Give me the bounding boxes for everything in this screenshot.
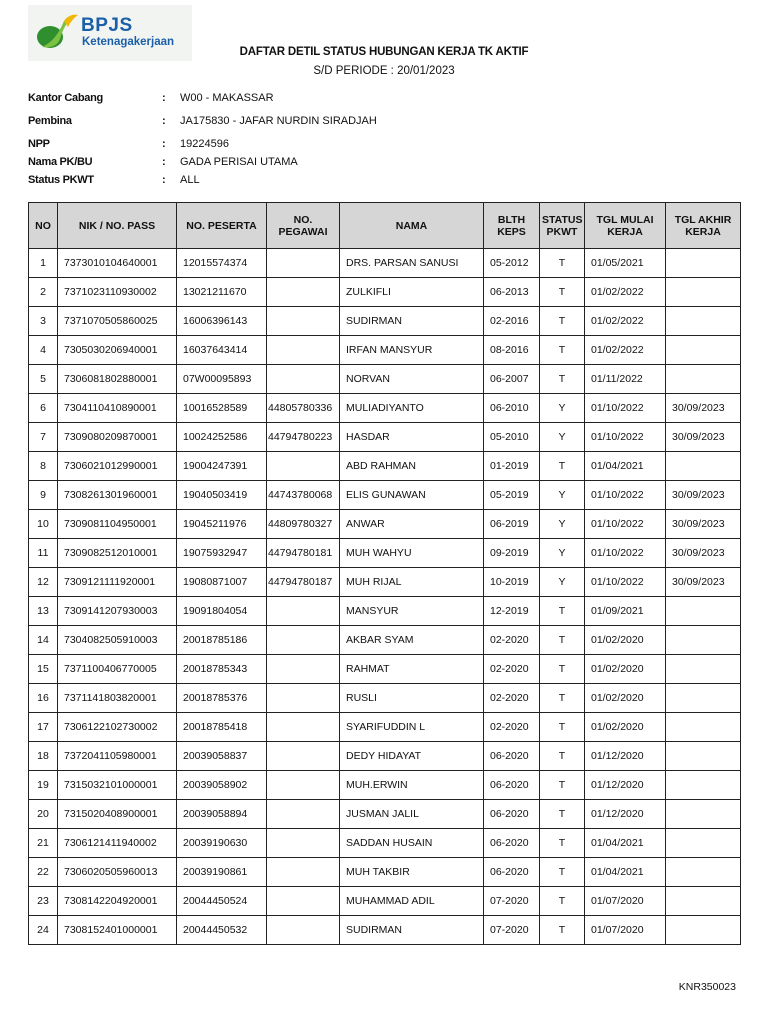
cell-nama: RAHMAT	[340, 655, 484, 684]
table-row	[29, 742, 741, 771]
cell-status-pkwt: T	[540, 858, 585, 887]
cell-nama: NORVAN	[340, 365, 484, 394]
cell-no-pegawai: 44794780223	[267, 423, 340, 452]
cell-no-pegawai	[267, 336, 340, 365]
table-row	[29, 452, 741, 481]
cell-tgl-akhir: 30/09/2023	[666, 539, 741, 568]
cell-status-pkwt: Y	[540, 481, 585, 510]
cell-status-pkwt: T	[540, 307, 585, 336]
table-header-row	[29, 203, 741, 249]
cell-no-pegawai	[267, 916, 340, 945]
table-row	[29, 916, 741, 945]
table-row	[29, 365, 741, 394]
cell-status-pkwt: T	[540, 800, 585, 829]
cell-blth-keps: 07-2020	[484, 916, 540, 945]
cell-no-pegawai	[267, 597, 340, 626]
cell-tgl-mulai: 01/02/2020	[585, 626, 666, 655]
cell-tgl-mulai: 01/12/2020	[585, 771, 666, 800]
cell-no-pegawai	[267, 887, 340, 916]
cell-no-peserta: 20044450524	[177, 887, 267, 916]
table-row	[29, 481, 741, 510]
cell-tgl-akhir: 30/09/2023	[666, 510, 741, 539]
cell-nama: HASDAR	[340, 423, 484, 452]
cell-status-pkwt: Y	[540, 510, 585, 539]
cell-no-pegawai	[267, 829, 340, 858]
cell-no-pegawai: 44809780327	[267, 510, 340, 539]
cell-status-pkwt: T	[540, 626, 585, 655]
cell-no: 13	[29, 597, 58, 626]
cell-blth-keps: 06-2010	[484, 394, 540, 423]
cell-no: 3	[29, 307, 58, 336]
cell-nik: 7306081802880001	[58, 365, 177, 394]
cell-no-pegawai: 44805780336	[267, 394, 340, 423]
cell-no-peserta: 07W00095893	[177, 365, 267, 394]
cell-no: 10	[29, 510, 58, 539]
cell-tgl-akhir	[666, 800, 741, 829]
cell-tgl-akhir: 30/09/2023	[666, 481, 741, 510]
cell-nik: 7371070505860025	[58, 307, 177, 336]
cell-no: 24	[29, 916, 58, 945]
cell-tgl-akhir	[666, 597, 741, 626]
cell-nama: DEDY HIDAYAT	[340, 742, 484, 771]
cell-no-peserta: 20018785186	[177, 626, 267, 655]
logo-sub-text: Ketenagakerjaan	[82, 36, 175, 48]
cell-nama: MUH.ERWIN	[340, 771, 484, 800]
info-colon: :	[162, 115, 166, 127]
table-row	[29, 539, 741, 568]
header-no-peserta: NO. PESERTA	[177, 203, 267, 249]
cell-tgl-mulai: 01/04/2021	[585, 858, 666, 887]
cell-tgl-akhir	[666, 829, 741, 858]
cell-nik: 7315020408900001	[58, 800, 177, 829]
cell-tgl-akhir	[666, 365, 741, 394]
cell-status-pkwt: T	[540, 365, 585, 394]
header-nik: NIK / NO. PASS	[58, 203, 177, 249]
cell-nama: SUDIRMAN	[340, 307, 484, 336]
document-code: KNR350023	[678, 981, 736, 993]
cell-nama: MUH TAKBIR	[340, 858, 484, 887]
cell-status-pkwt: T	[540, 452, 585, 481]
cell-tgl-akhir	[666, 249, 741, 278]
header-no: NO	[29, 203, 58, 249]
cell-no-peserta: 20039190861	[177, 858, 267, 887]
cell-no-pegawai	[267, 858, 340, 887]
cell-nama: AKBAR SYAM	[340, 626, 484, 655]
table-row	[29, 568, 741, 597]
cell-no: 5	[29, 365, 58, 394]
cell-no-pegawai	[267, 278, 340, 307]
cell-nama: ANWAR	[340, 510, 484, 539]
header-nama: NAMA	[340, 203, 484, 249]
cell-no: 14	[29, 626, 58, 655]
table-row	[29, 597, 741, 626]
cell-no-peserta: 20039058902	[177, 771, 267, 800]
cell-no-peserta: 13021211670	[177, 278, 267, 307]
table-row	[29, 655, 741, 684]
cell-nama: JUSMAN JALIL	[340, 800, 484, 829]
cell-tgl-akhir	[666, 887, 741, 916]
cell-blth-keps: 05-2012	[484, 249, 540, 278]
cell-blth-keps: 12-2019	[484, 597, 540, 626]
cell-blth-keps: 07-2020	[484, 887, 540, 916]
cell-tgl-akhir	[666, 336, 741, 365]
cell-nik: 7315032101000001	[58, 771, 177, 800]
cell-tgl-mulai: 01/09/2021	[585, 597, 666, 626]
cell-tgl-mulai: 01/02/2020	[585, 684, 666, 713]
cell-no: 17	[29, 713, 58, 742]
cell-status-pkwt: T	[540, 278, 585, 307]
cell-blth-keps: 01-2019	[484, 452, 540, 481]
cell-nama: ABD RAHMAN	[340, 452, 484, 481]
table-row	[29, 278, 741, 307]
cell-no: 8	[29, 452, 58, 481]
cell-nik: 7304082505910003	[58, 626, 177, 655]
cell-tgl-mulai: 01/11/2022	[585, 365, 666, 394]
cell-tgl-akhir: 30/09/2023	[666, 423, 741, 452]
cell-no: 12	[29, 568, 58, 597]
cell-nik: 7309082512010001	[58, 539, 177, 568]
cell-nik: 7306020505960013	[58, 858, 177, 887]
cell-status-pkwt: T	[540, 713, 585, 742]
table-row	[29, 887, 741, 916]
cell-status-pkwt: T	[540, 597, 585, 626]
cell-no-peserta: 16037643414	[177, 336, 267, 365]
cell-tgl-mulai: 01/02/2022	[585, 336, 666, 365]
cell-nik: 7373010104640001	[58, 249, 177, 278]
cell-nama: ELIS GUNAWAN	[340, 481, 484, 510]
table-row	[29, 336, 741, 365]
cell-blth-keps: 09-2019	[484, 539, 540, 568]
cell-tgl-akhir	[666, 452, 741, 481]
cell-tgl-mulai: 01/10/2022	[585, 394, 666, 423]
cell-no-pegawai: 44794780181	[267, 539, 340, 568]
cell-nik: 7371100406770005	[58, 655, 177, 684]
cell-no-peserta: 19004247391	[177, 452, 267, 481]
cell-nama: MANSYUR	[340, 597, 484, 626]
cell-no-pegawai	[267, 452, 340, 481]
cell-status-pkwt: T	[540, 887, 585, 916]
header-tgl-mulai: TGL MULAI KERJA	[585, 203, 666, 249]
cell-nama: DRS. PARSAN SANUSI	[340, 249, 484, 278]
cell-blth-keps: 06-2020	[484, 800, 540, 829]
cell-no-peserta: 19091804054	[177, 597, 267, 626]
cell-blth-keps: 06-2013	[484, 278, 540, 307]
cell-tgl-akhir: 30/09/2023	[666, 568, 741, 597]
cell-tgl-akhir	[666, 684, 741, 713]
cell-nama: MUHAMMAD ADIL	[340, 887, 484, 916]
cell-tgl-mulai: 01/10/2022	[585, 510, 666, 539]
table-header	[29, 203, 741, 249]
table-row	[29, 858, 741, 887]
cell-no: 21	[29, 829, 58, 858]
cell-no: 19	[29, 771, 58, 800]
cell-nik: 7308152401000001	[58, 916, 177, 945]
cell-no-peserta: 16006396143	[177, 307, 267, 336]
info-value: JA175830 - JAFAR NURDIN SIRADJAH	[180, 115, 377, 127]
info-label: Status PKWT	[28, 174, 94, 186]
cell-no-pegawai	[267, 713, 340, 742]
cell-no-peserta: 19075932947	[177, 539, 267, 568]
cell-nik: 7371141803820001	[58, 684, 177, 713]
cell-no-pegawai	[267, 655, 340, 684]
cell-blth-keps: 02-2016	[484, 307, 540, 336]
cell-no: 7	[29, 423, 58, 452]
table-row	[29, 626, 741, 655]
cell-no-pegawai	[267, 626, 340, 655]
cell-nik: 7309141207930003	[58, 597, 177, 626]
info-colon: :	[162, 92, 166, 104]
cell-tgl-mulai: 01/02/2020	[585, 655, 666, 684]
cell-nik: 7372041105980001	[58, 742, 177, 771]
table-row	[29, 829, 741, 858]
logo-brand-text: BPJS	[81, 15, 133, 36]
info-value: GADA PERISAI UTAMA	[180, 156, 298, 168]
cell-nik: 7309081104950001	[58, 510, 177, 539]
cell-status-pkwt: T	[540, 742, 585, 771]
cell-no-pegawai	[267, 800, 340, 829]
cell-nik: 7305030206940001	[58, 336, 177, 365]
document-period: S/D PERIODE : 20/01/2023	[313, 65, 455, 77]
cell-blth-keps: 06-2020	[484, 858, 540, 887]
info-value: ALL	[180, 174, 200, 186]
info-colon: :	[162, 156, 166, 168]
cell-tgl-mulai: 01/04/2021	[585, 452, 666, 481]
cell-no: 4	[29, 336, 58, 365]
cell-tgl-mulai: 01/12/2020	[585, 800, 666, 829]
cell-no-pegawai: 44794780187	[267, 568, 340, 597]
cell-blth-keps: 02-2020	[484, 655, 540, 684]
cell-no-peserta: 10024252586	[177, 423, 267, 452]
table-row	[29, 510, 741, 539]
document-title: DAFTAR DETIL STATUS HUBUNGAN KERJA TK AKTIF	[239, 46, 529, 58]
cell-blth-keps: 08-2016	[484, 336, 540, 365]
cell-nik: 7304110410890001	[58, 394, 177, 423]
cell-nama: RUSLI	[340, 684, 484, 713]
cell-nama: MULIADIYANTO	[340, 394, 484, 423]
cell-tgl-akhir	[666, 858, 741, 887]
table-body	[29, 249, 741, 945]
table-row	[29, 249, 741, 278]
cell-tgl-mulai: 01/10/2022	[585, 539, 666, 568]
cell-no-peserta: 20044450532	[177, 916, 267, 945]
cell-blth-keps: 02-2020	[484, 713, 540, 742]
cell-tgl-akhir	[666, 278, 741, 307]
cell-nik: 7306021012990001	[58, 452, 177, 481]
cell-no-peserta: 20018785376	[177, 684, 267, 713]
cell-nik: 7309080209870001	[58, 423, 177, 452]
cell-no: 16	[29, 684, 58, 713]
info-colon: :	[162, 174, 166, 186]
cell-status-pkwt: T	[540, 655, 585, 684]
cell-status-pkwt: Y	[540, 539, 585, 568]
cell-nik: 7371023110930002	[58, 278, 177, 307]
cell-blth-keps: 02-2020	[484, 684, 540, 713]
cell-nama: MUH RIJAL	[340, 568, 484, 597]
cell-nama: SADDAN HUSAIN	[340, 829, 484, 858]
info-label: Kantor Cabang	[28, 92, 103, 104]
cell-status-pkwt: T	[540, 336, 585, 365]
cell-tgl-mulai: 01/02/2022	[585, 278, 666, 307]
cell-tgl-akhir	[666, 916, 741, 945]
cell-no-pegawai: 44743780068	[267, 481, 340, 510]
cell-blth-keps: 05-2010	[484, 423, 540, 452]
cell-no: 15	[29, 655, 58, 684]
cell-no: 20	[29, 800, 58, 829]
cell-no-pegawai	[267, 249, 340, 278]
cell-status-pkwt: T	[540, 249, 585, 278]
cell-status-pkwt: T	[540, 829, 585, 858]
cell-no-pegawai	[267, 365, 340, 394]
cell-tgl-mulai: 01/07/2020	[585, 916, 666, 945]
cell-tgl-akhir	[666, 771, 741, 800]
cell-status-pkwt: Y	[540, 394, 585, 423]
cell-status-pkwt: T	[540, 771, 585, 800]
header-tgl-akhir: TGL AKHIR KERJA	[666, 203, 741, 249]
cell-nik: 7306121411940002	[58, 829, 177, 858]
cell-blth-keps: 06-2007	[484, 365, 540, 394]
info-colon: :	[162, 138, 166, 150]
header-blth-keps: BLTH KEPS	[484, 203, 540, 249]
cell-tgl-akhir	[666, 655, 741, 684]
cell-no: 6	[29, 394, 58, 423]
cell-status-pkwt: T	[540, 684, 585, 713]
table-row	[29, 423, 741, 452]
cell-tgl-akhir	[666, 742, 741, 771]
cell-no-peserta: 19045211976	[177, 510, 267, 539]
info-label: Pembina	[28, 115, 72, 127]
cell-no: 2	[29, 278, 58, 307]
header-status-pkwt: STATUS PKWT	[540, 203, 585, 249]
cell-nik: 7306122102730002	[58, 713, 177, 742]
cell-tgl-mulai: 01/10/2022	[585, 568, 666, 597]
table-row	[29, 771, 741, 800]
cell-blth-keps: 05-2019	[484, 481, 540, 510]
cell-no-peserta: 20018785343	[177, 655, 267, 684]
cell-tgl-akhir	[666, 307, 741, 336]
cell-tgl-mulai: 01/02/2020	[585, 713, 666, 742]
header-no-pegawai: NO. PEGAWAI	[267, 203, 340, 249]
cell-no-peserta: 20039190630	[177, 829, 267, 858]
cell-status-pkwt: T	[540, 916, 585, 945]
cell-no: 1	[29, 249, 58, 278]
cell-status-pkwt: Y	[540, 423, 585, 452]
cell-nama: ZULKIFLI	[340, 278, 484, 307]
cell-no-peserta: 20018785418	[177, 713, 267, 742]
cell-no-peserta: 19040503419	[177, 481, 267, 510]
cell-no-peserta: 19080871007	[177, 568, 267, 597]
cell-status-pkwt: Y	[540, 568, 585, 597]
table-row	[29, 713, 741, 742]
table-row	[29, 307, 741, 336]
cell-blth-keps: 06-2020	[484, 771, 540, 800]
cell-nama: SYARIFUDDIN L	[340, 713, 484, 742]
info-label: NPP	[28, 138, 50, 150]
cell-no: 23	[29, 887, 58, 916]
cell-no-peserta: 12015574374	[177, 249, 267, 278]
cell-no-peserta: 20039058894	[177, 800, 267, 829]
cell-nama: MUH WAHYU	[340, 539, 484, 568]
cell-no-peserta: 20039058837	[177, 742, 267, 771]
info-value: 19224596	[180, 138, 229, 150]
cell-nama: IRFAN MANSYUR	[340, 336, 484, 365]
cell-no-pegawai	[267, 684, 340, 713]
cell-no-pegawai	[267, 771, 340, 800]
table-row	[29, 800, 741, 829]
cell-tgl-akhir: 30/09/2023	[666, 394, 741, 423]
info-label: Nama PK/BU	[28, 156, 93, 168]
cell-blth-keps: 02-2020	[484, 626, 540, 655]
info-value: W00 - MAKASSAR	[180, 92, 274, 104]
cell-no: 22	[29, 858, 58, 887]
cell-tgl-mulai: 01/10/2022	[585, 423, 666, 452]
cell-tgl-akhir	[666, 713, 741, 742]
cell-tgl-akhir	[666, 626, 741, 655]
cell-no: 9	[29, 481, 58, 510]
table-row	[29, 684, 741, 713]
table-row	[29, 394, 741, 423]
cell-no-pegawai	[267, 742, 340, 771]
cell-tgl-mulai: 01/02/2022	[585, 307, 666, 336]
cell-no-peserta: 10016528589	[177, 394, 267, 423]
cell-no-pegawai	[267, 307, 340, 336]
cell-no: 11	[29, 539, 58, 568]
cell-nik: 7309121111920001	[58, 568, 177, 597]
employee-status-table	[28, 202, 741, 945]
cell-blth-keps: 06-2020	[484, 829, 540, 858]
cell-no: 18	[29, 742, 58, 771]
cell-tgl-mulai: 01/05/2021	[585, 249, 666, 278]
cell-nik: 7308261301960001	[58, 481, 177, 510]
cell-tgl-mulai: 01/07/2020	[585, 887, 666, 916]
cell-tgl-mulai: 01/12/2020	[585, 742, 666, 771]
cell-nama: SUDIRMAN	[340, 916, 484, 945]
cell-tgl-mulai: 01/04/2021	[585, 829, 666, 858]
cell-blth-keps: 06-2020	[484, 742, 540, 771]
cell-blth-keps: 10-2019	[484, 568, 540, 597]
cell-nik: 7308142204920001	[58, 887, 177, 916]
cell-blth-keps: 06-2019	[484, 510, 540, 539]
cell-tgl-mulai: 01/10/2022	[585, 481, 666, 510]
